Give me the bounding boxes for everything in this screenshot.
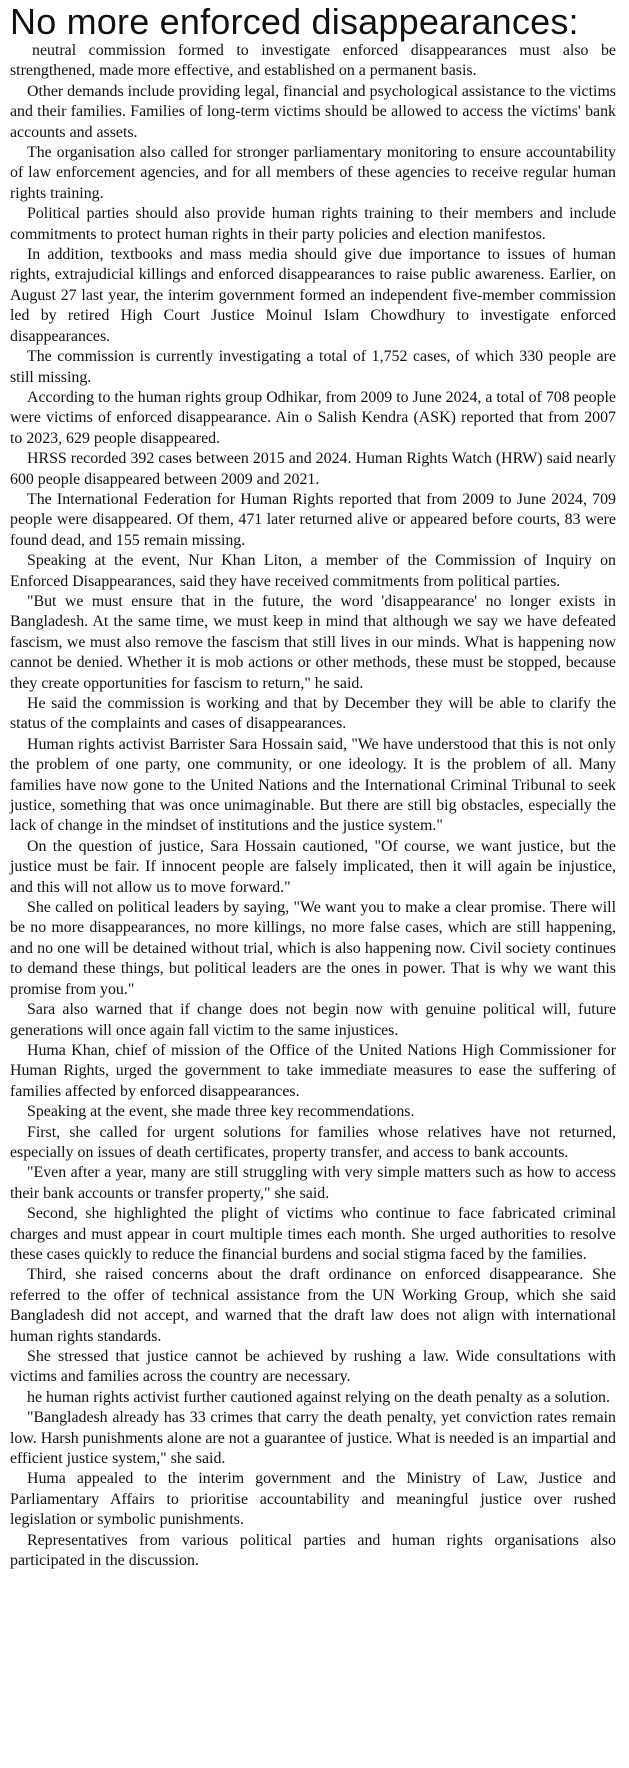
paragraph: Representatives from various political parties and human rights organisations also participated in the discussion. [10, 1531, 616, 1570]
paragraph: The commission is currently investigating a total of 1,752 cases, of which 330 people are still missing. [10, 348, 616, 386]
paragraph: Speaking at the event, she made three key recommendations. [27, 1103, 415, 1121]
paragraph: Human rights activist Barrister Sara Hossain said, "We have understood that this is not only the problem of one party, one community, or one ideology. It is the problem of all. Many families have now gone to the United Nations and the International Criminal Tribunal to seek justice, something that was once unimaginable. But there are still big obstacles, especially the lack of change in the mindset of institutions and the justice system." [10, 735, 616, 835]
paragraph: Second, she highlighted the plight of victims who continue to face fabricated criminal charges and must appear in court multiple times each month. She urged authorities to resolve these cases quickly to reduce the financial burdens and social stigma faced by the families. [10, 1205, 616, 1263]
paragraph: On the question of justice, Sara Hossain cautioned, "Of course, we want justice, but the justice must be fair. If innocent people are falsely implicated, then it will again be injustice, and this will not allow us to move forward." [10, 837, 616, 896]
paragraph: The organisation also called for stronger parliamentary monitoring to ensure accountability of law enforcement agencies, and for all members of these agencies to receive regular human rights training. [10, 144, 616, 202]
paragraph: Huma Khan, chief of mission of the Office of the United Nations High Commissioner for Human Rights, urged the government to take immediate measures to ease the suffering of families affected by enforced disappearances. [10, 1041, 616, 1100]
paragraph: Sara also warned that if change does not begin now with genuine political will, future generations will once again fall victim to the same injustices. [10, 1001, 616, 1039]
headline: No more enforced disappearances: [10, 1, 579, 42]
paragraph: In addition, textbooks and mass media should give due importance to issues of human rights, extrajudicial killings and enforced disappearances to raise public awareness. Earlier, on August 27 last year, the interim government formed an independent five-member commission led by retired High Court Justice Moinul Islam Chowdhury to investigate enforced disappearances. [10, 246, 616, 345]
paragraph: Speaking at the event, Nur Khan Liton, a member of the Commission of Inquiry on Enforced Disappearances, said they have received commitments from political parties. [10, 552, 616, 590]
paragraph: According to the human rights group Odhikar, from 2009 to June 2024, a total of 708 people were victims of enforced disappearance. Ain o Salish Kendra (ASK) reported that from 2007 to 2023, 629 people disappeared. [10, 388, 616, 447]
paragraph: Third, she raised concerns about the draft ordinance on enforced disappearance. She referred to the offer of technical assistance from the UN Working Group, which she said Bangladesh did not accept, and warned that the draft law does not align with international human rights standards. [10, 1266, 616, 1345]
paragraph: He said the commission is working and that by December they will be able to clarify the status of the complaints and cases of disappearances. [10, 695, 616, 733]
paragraph: neutral commission formed to investigate enforced disappearances must also be strengthened, made more effective, and established on a permanent basis. [10, 42, 616, 80]
paragraph: "Even after a year, many are still struggling with very simple matters such as how to access their bank accounts or transfer property," she said. [10, 1164, 616, 1202]
paragraph: First, she called for urgent solutions for families whose relatives have not returned, especially on issues of death certificates, property transfer, and access to bank accounts. [10, 1123, 616, 1161]
paragraph: "But we must ensure that in the future, the word 'disappearance' no longer exists in Bangladesh. At the same time, we must keep in mind that although we say we have defeated fascism, we must also remove the fascism that still lives in our minds. What is happening now cannot be denied. Whether it is mob actions or other methods, these must be stopped, because they create opportunities for fascism to return," he said. [10, 592, 616, 692]
paragraph: She stressed that justice cannot be achieved by rushing a law. Wide consultations with victims and families across the country are necessary. [10, 1348, 616, 1386]
paragraph: he human rights activist further cautioned against relying on the death penalty as a solution. [27, 1388, 610, 1406]
paragraph: She called on political leaders by saying, "We want you to make a clear promise. There will be no more disappearances, no more killings, no more false cases, which are still happening, and no one will be detained without trial, which is also happening now. Civil society continues to demand these things, but political leaders are the ones in power. That is why we want this promise from you." [10, 899, 616, 998]
paragraph: HRSS recorded 392 cases between 2015 and 2024. Human Rights Watch (HRW) said nearly 600 people disappeared between 2009 and 2021. [10, 450, 616, 488]
article-body [10, 41, 616, 1571]
paragraph: "Bangladesh already has 33 crimes that carry the death penalty, yet conviction rates remain low. Harsh punishments alone are not a guarantee of justice. What is needed is an impartial and efficient justice system," she said. [10, 1409, 616, 1468]
paragraph: The International Federation for Human Rights reported that from 2009 to June 2024, 709 people were disappeared. Of them, 471 later returned alive or appeared before courts, 83 were found dead, and 155 remain missing. [10, 490, 616, 549]
paragraph: Other demands include providing legal, financial and psychological assistance to the victims and their families. Families of long-term victims should be allowed to access the victims' bank accounts and assets. [10, 82, 616, 141]
paragraph: Huma appealed to the interim government and the Ministry of Law, Justice and Parliamentary Affairs to prioritise accountability and meaningful justice over rushed legislation or symbolic punishments. [10, 1470, 616, 1529]
paragraph: Political parties should also provide human rights training to their members and include commitments to protect human rights in their party policies and election manifestos. [10, 205, 616, 243]
